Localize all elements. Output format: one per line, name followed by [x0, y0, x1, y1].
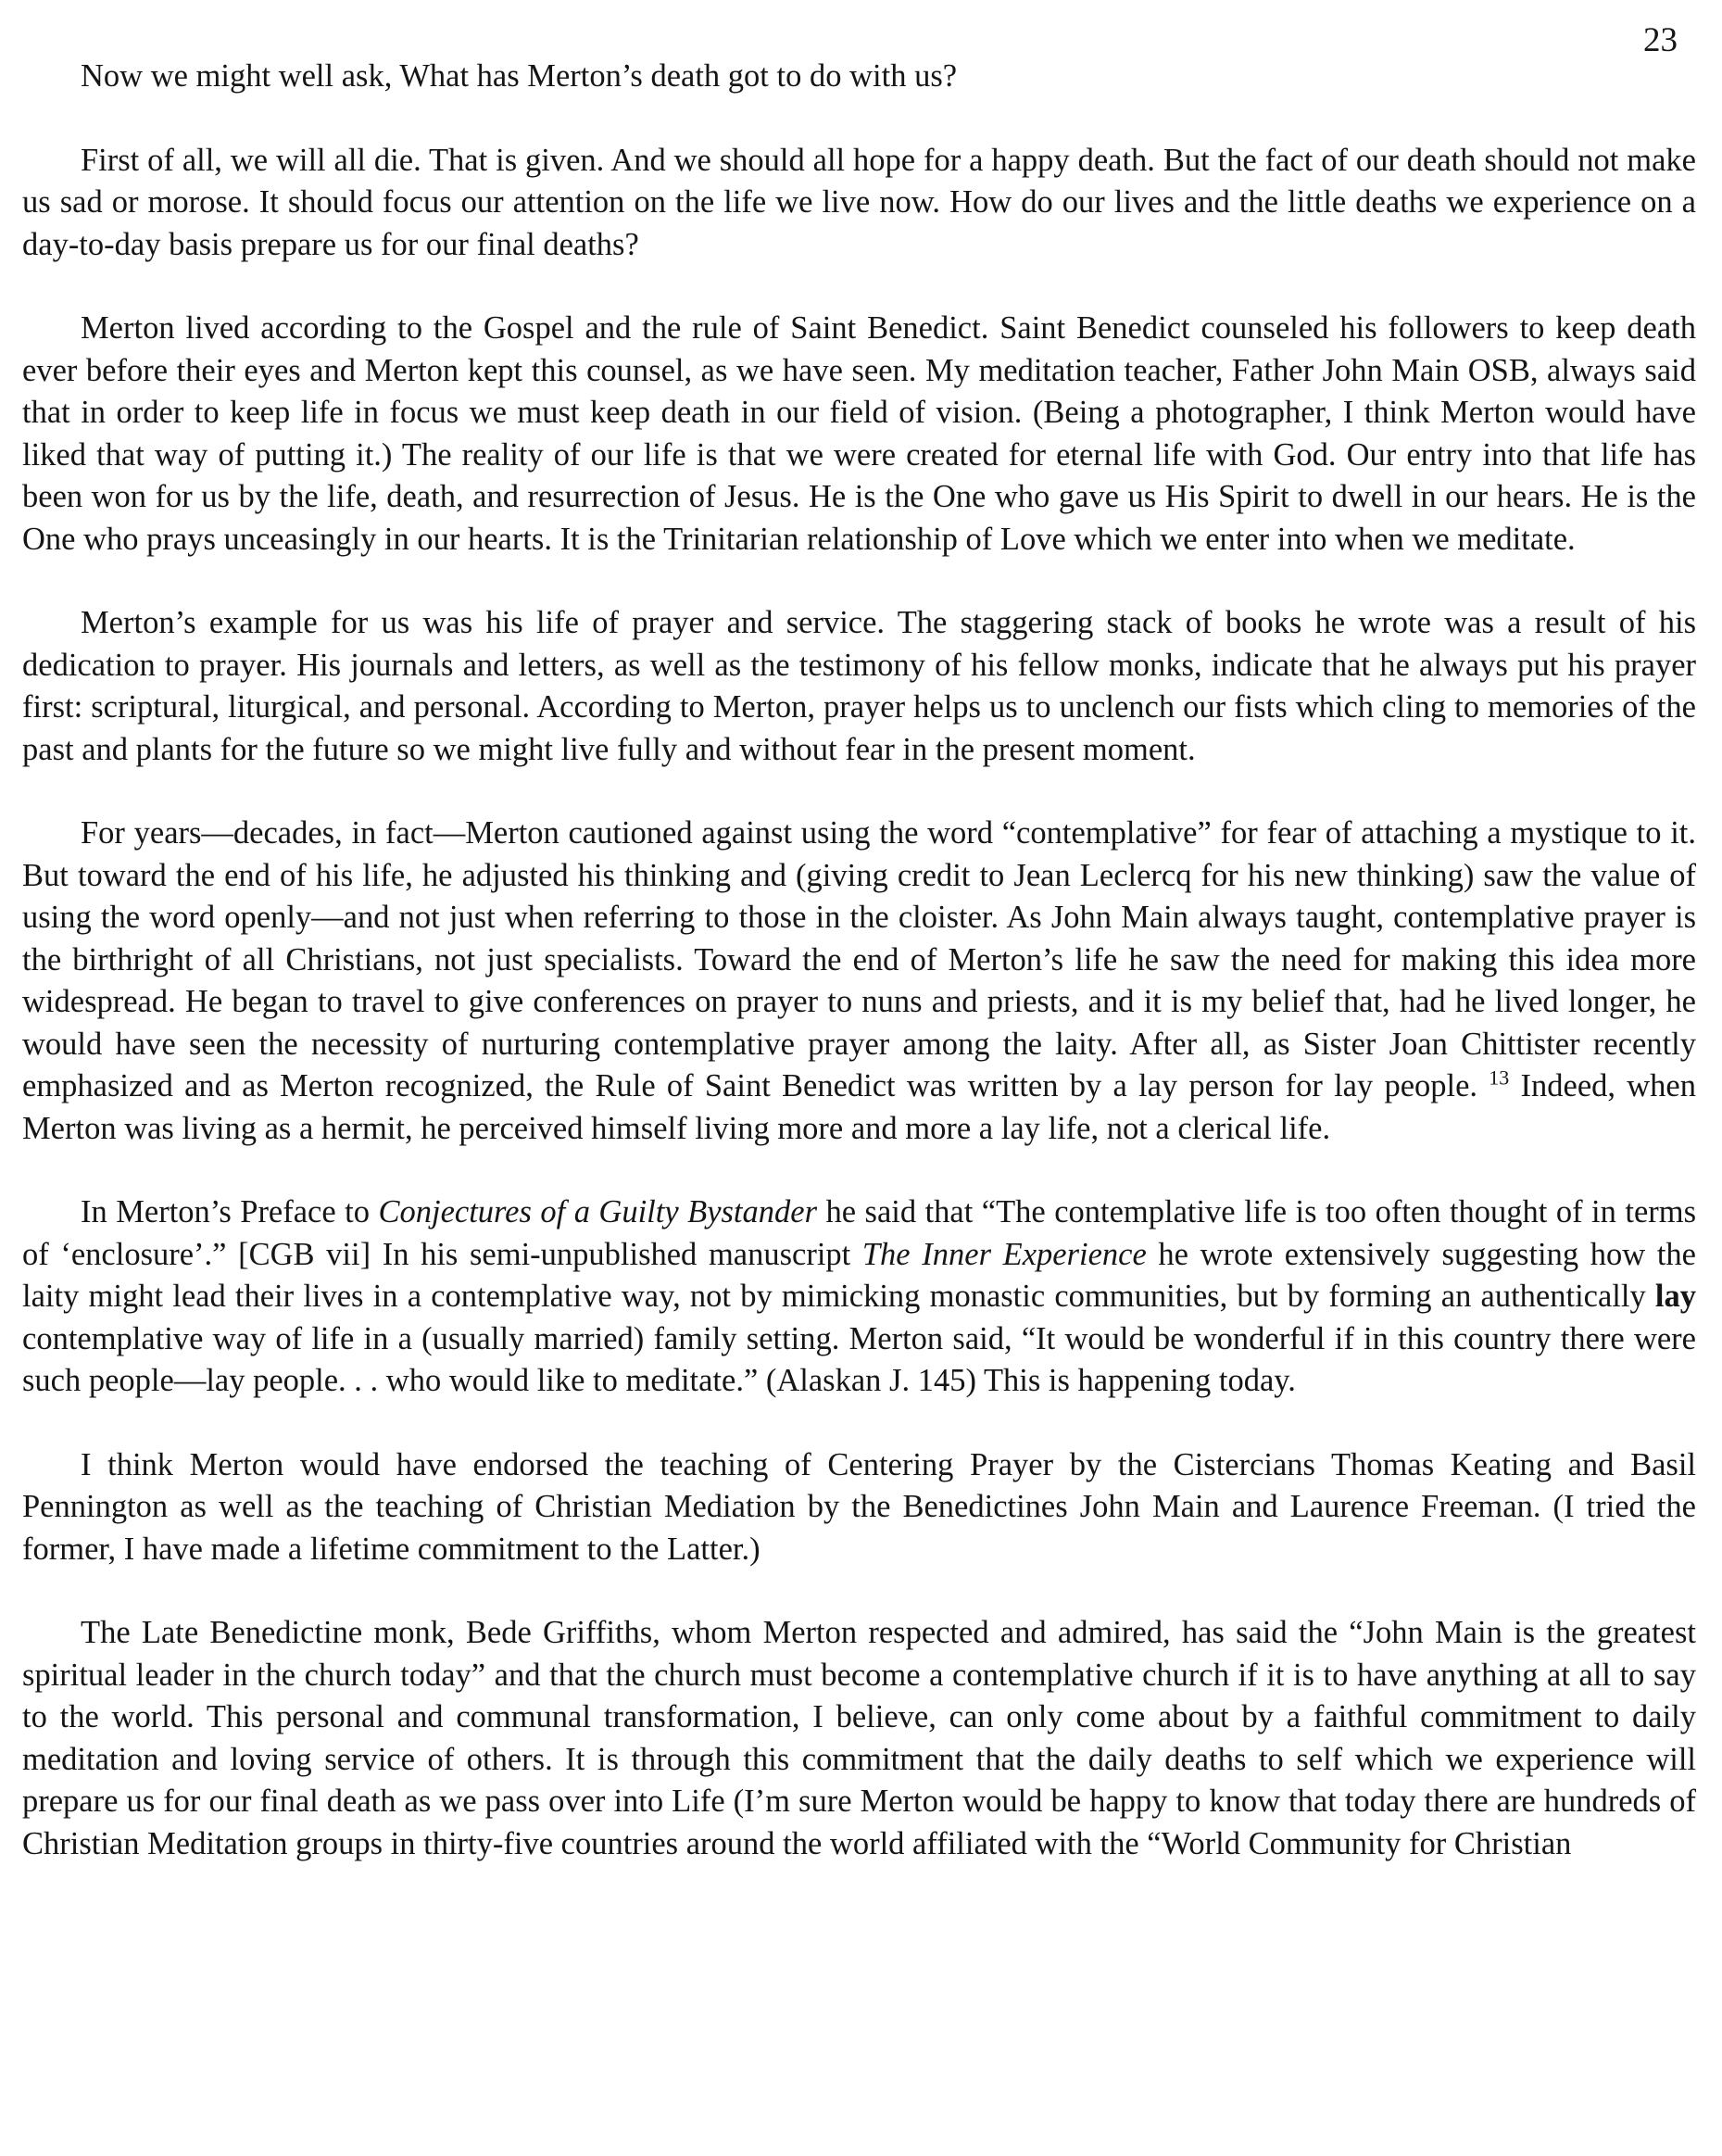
- page-number: 23: [1643, 21, 1678, 59]
- text-span: Indeed, when Merton was living as a hermit, he perceived himself living more and more a lay life, not a clerical life.: [22, 1068, 1696, 1146]
- bold-emphasis: lay: [1654, 1279, 1696, 1314]
- text-span: Merton’s example for us was his life of prayer and service. The staggering stack of books he wrote was a result of his dedication to prayer. His journals and letters, as well as the testimony of his fellow monks, indicate that he always put his prayer first: scriptural, liturgical, and personal. According to Merton, prayer helps us to unclench our fists which cling to memories of the past and plants for the future so we might live fully and without fear in the present moment.: [22, 605, 1696, 767]
- italic-title: Conjectures of a Guilty Bystander: [378, 1194, 818, 1229]
- paragraph-1: [22, 56, 1696, 98]
- text-span: he wrote extensively suggesting how the laity might lead their lives in a contemplative way, not by mimicking monastic communities, but by forming an authentically: [22, 1236, 1696, 1314]
- footnote-reference: 13: [1489, 1065, 1510, 1090]
- paragraph-3: [22, 308, 1696, 561]
- paragraph-8: [22, 1612, 1696, 1865]
- paragraph-7: [22, 1444, 1696, 1571]
- text-span: In Merton’s Preface to: [81, 1194, 379, 1229]
- text-span: he said that “The contemplative life is too often thought of in terms of ‘enclosure’.” [CGB vii] In his semi-unpublished manuscript: [22, 1194, 1697, 1272]
- text-span: contemplative way of life in a (usually married) family setting. Merton said, “It would be wonderful if in this country there were such people—lay people. . . who would like to meditate.” (Alaskan J. 145) This is happening today.: [22, 1320, 1696, 1398]
- text-span: For years—decades, in fact—Merton cautioned against using the word “contemplative” for fear of attaching a mystique to it. But toward the end of his life, he adjusted his thinking and (giving credit to Jean Leclercq for his new thinking) saw the value of using the word openly—and not just when referring to those in the cloister. As John Main always taught, contemplative prayer is the birthright of all Christians, not just specialists. Toward the end of Merton’s life he saw the need for making this idea more widespread. He began to travel to give conferences on prayer to nuns and priests, and it is my belief that, had he lived longer, he would have seen the necessity of nurturing contemplative prayer among the laity. After all, as Sister Joan Chittister recently emphasized and as Merton recognized, the Rule of Saint Benedict was written by a lay person for lay people.: [22, 815, 1696, 1103]
- paragraph-2: [22, 140, 1696, 267]
- text-span: I think Merton would have endorsed the teaching of Centering Prayer by the Cistercians Thomas Keating and Basil Pennington as well as the teaching of Christian Mediation by the Benedictines John Main and Laurence Freeman. (I tried the former, I have made a lifetime commitment to the Latter.): [22, 1446, 1696, 1567]
- text-span: Now we might well ask, What has Merton’s death got to do with us?: [81, 58, 958, 94]
- paragraph-4: [22, 602, 1696, 771]
- body-text: [22, 56, 1696, 1865]
- text-span: The Late Benedictine monk, Bede Griffiths, whom Merton respected and admired, has said the “John Main is the greatest spiritual leader in the church today” and that the church must become a contemplative church if it is to have anything at all to say to the world. This personal and communal transformation, I believe, can only come about by a faithful commitment to daily meditation and loving service of others. It is through this commitment that the daily deaths to self which we experience will prepare us for our final death as we pass over into Life (I’m sure Merton would be happy to know that today there are hundreds of Christian Meditation groups in thirty-five countries around the world affiliated with the “World Community for Christian: [22, 1615, 1696, 1861]
- paragraph-5: [22, 813, 1696, 1150]
- text-span: First of all, we will all die. That is given. And we should all hope for a happy death. But the fact of our death should not make us sad or morose. It should focus our attention on the life we live now. How do our lives and the little deaths we experience on a day-to-day basis prepare us for our final deaths?: [22, 142, 1696, 262]
- paragraph-6: [22, 1191, 1696, 1403]
- text-span: Merton lived according to the Gospel and the rule of Saint Benedict. Saint Benedict counseled his followers to keep death ever before their eyes and Merton kept this counsel, as we have seen. My meditation teacher, Father John Main OSB, always said that in order to keep life in focus we must keep death in our field of vision. (Being a photographer, I think Merton would have liked that way of putting it.) The reality of our life is that we were created for eternal life with God. Our entry into that life has been won for us by the life, death, and resurrection of Jesus. He is the One who gave us His Spirit to dwell in our hears. He is the One who prays unceasingly in our hearts. It is the Trinitarian relationship of Love which we enter into when we meditate.: [22, 310, 1696, 557]
- italic-title: The Inner Experience: [861, 1236, 1147, 1272]
